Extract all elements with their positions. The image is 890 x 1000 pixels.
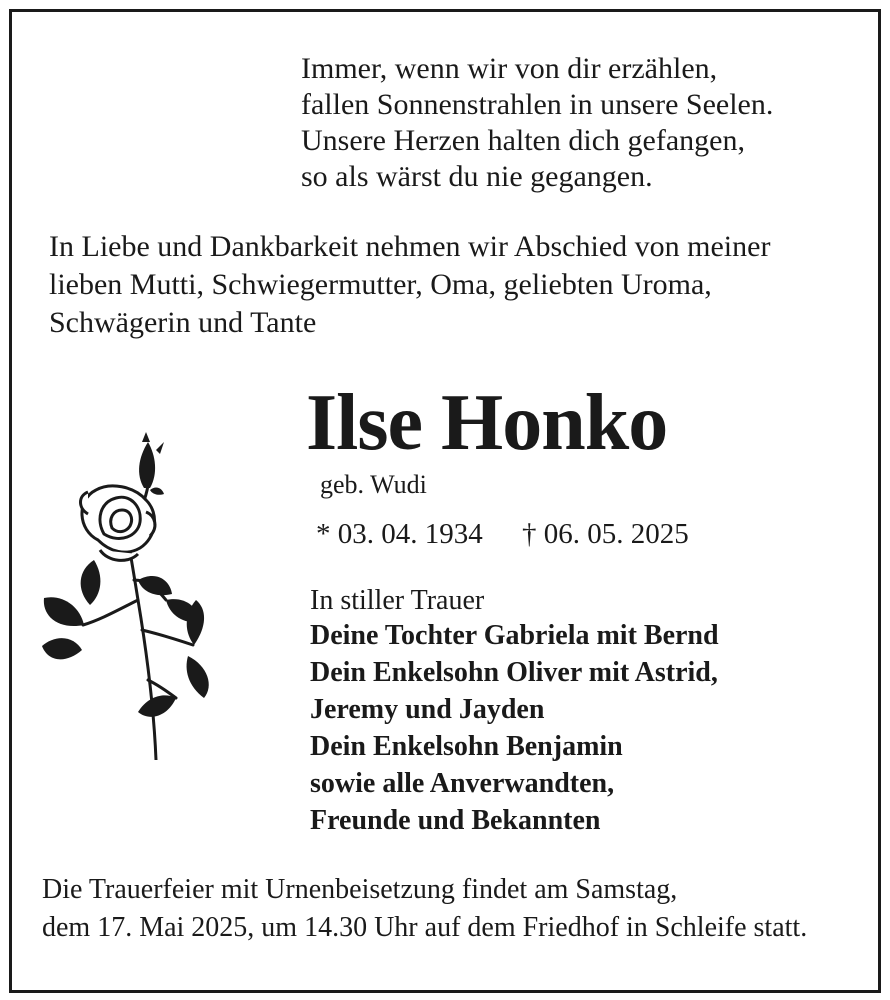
intro-line: Schwägerin und Tante [49,306,317,339]
mourner-line: Dein Enkelsohn Benjamin [310,731,623,762]
birth-name: geb. Wudi [320,470,427,499]
rose-icon [38,430,218,760]
mourners-heading: In stiller Trauer [310,585,485,616]
deceased-name: Ilse Honko [306,379,668,467]
birth-date: * 03. 04. 1934 [316,518,483,550]
mourner-line: Dein Enkelsohn Oliver mit Astrid, [310,657,718,688]
funeral-line: Die Trauerfeier mit Urnenbeisetzung findet am Samstag, [42,874,678,905]
mourner-line: sowie alle Anverwandten, [310,768,615,799]
mourner-line: Jeremy und Jayden [310,694,545,725]
intro-line: lieben Mutti, Schwiegermutter, Oma, geliebten Uroma, [49,268,712,301]
intro-line: In Liebe und Dankbarkeit nehmen wir Abschied von meiner [49,230,771,263]
funeral-line: dem 17. Mai 2025, um 14.30 Uhr auf dem Friedhof in Schleife statt. [42,912,808,943]
poem-line: Unsere Herzen halten dich gefangen, [301,124,745,157]
mourner-line: Deine Tochter Gabriela mit Bernd [310,620,719,651]
mourner-line: Freunde und Bekannten [310,805,601,836]
poem-line: Immer, wenn wir von dir erzählen, [301,52,718,85]
poem-line: fallen Sonnenstrahlen in unsere Seelen. [301,88,774,121]
poem-line: so als wärst du nie gegangen. [301,160,653,193]
death-date: † 06. 05. 2025 [522,518,689,550]
